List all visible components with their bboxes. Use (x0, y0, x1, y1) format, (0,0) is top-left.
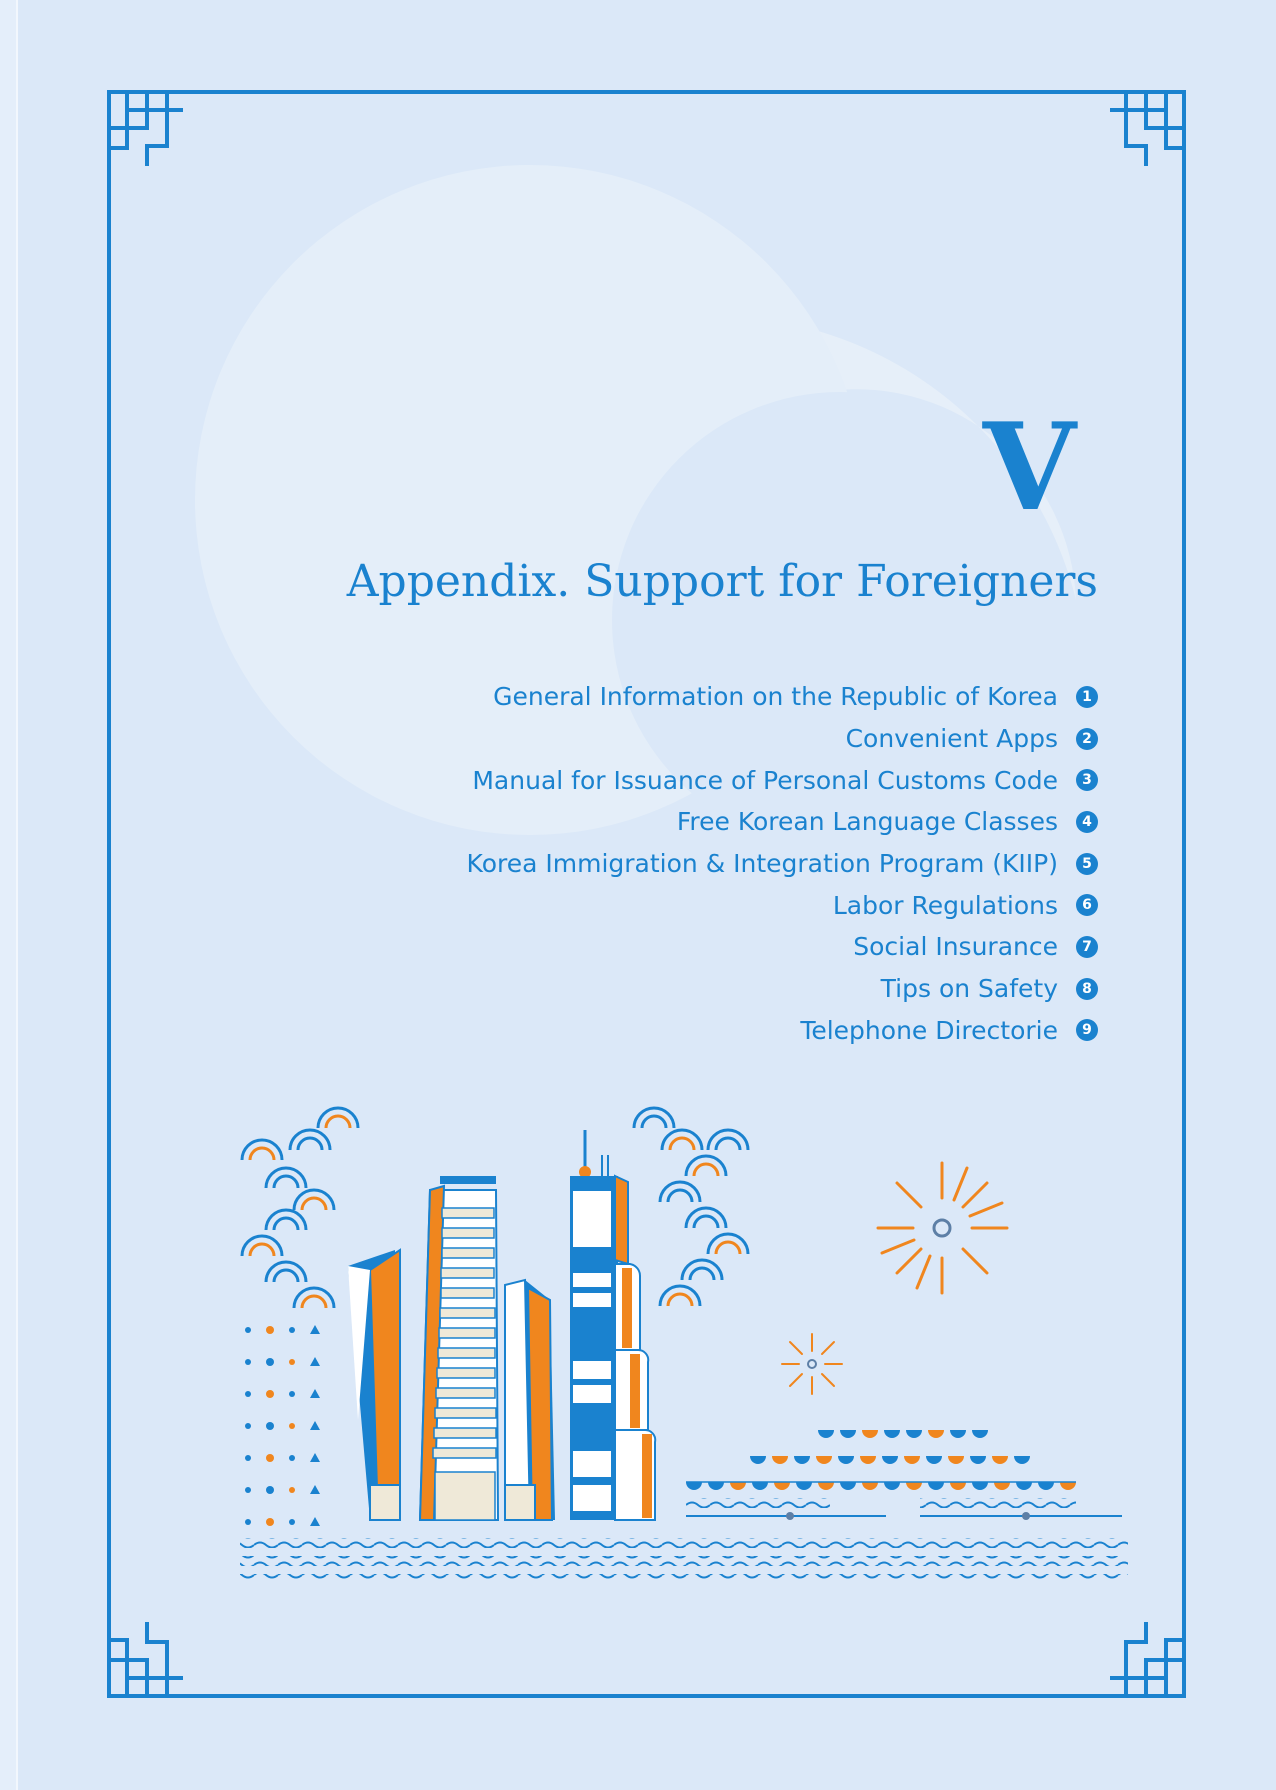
dot-pattern (245, 1325, 320, 1526)
toc-item[interactable] (467, 926, 1098, 968)
lattice-corner-icon (107, 1622, 183, 1698)
firework-small-icon (782, 1334, 842, 1394)
table-of-contents (467, 676, 1098, 1051)
chapter-title: Appendix. Support for Foreigners (346, 556, 1098, 607)
toc-item-number: 8 (1076, 978, 1098, 1000)
toc-item-number: 1 (1076, 686, 1098, 708)
toc-item-number: 2 (1076, 728, 1098, 750)
toc-item-label: Free Korean Language Classes (676, 807, 1058, 837)
firework-large-icon (878, 1163, 1007, 1293)
chapter-numeral: V (982, 397, 1076, 538)
toc-item[interactable] (467, 676, 1098, 718)
toc-item[interactable] (467, 759, 1098, 801)
toc-item-label: Labor Regulations (832, 890, 1058, 920)
toc-item-label: Telephone Directorie (800, 1015, 1058, 1045)
toc-item[interactable] (467, 1010, 1098, 1052)
toc-item[interactable] (467, 801, 1098, 843)
toc-item-number: 9 (1076, 1019, 1098, 1041)
lattice-corner-icon (107, 90, 183, 166)
building-3 (505, 1280, 555, 1520)
toc-item-number: 4 (1076, 811, 1098, 833)
toc-item-label: General Information on the Republic of Korea (493, 682, 1058, 712)
building-4 (570, 1130, 655, 1520)
toc-item-number: 3 (1076, 769, 1098, 791)
lattice-corner-icon (1110, 90, 1186, 166)
cloud-arcs-right (634, 1108, 748, 1306)
lattice-corner-icon (1110, 1622, 1186, 1698)
toc-item[interactable] (467, 718, 1098, 760)
toc-item-label: Social Insurance (853, 932, 1058, 962)
toc-item-label: Manual for Issuance of Personal Customs Code (472, 765, 1058, 795)
toc-item-number: 5 (1076, 853, 1098, 875)
toc-item[interactable] (467, 884, 1098, 926)
toc-item-label: Convenient Apps (845, 724, 1058, 754)
water-waves (240, 1538, 1128, 1580)
building-1 (348, 1250, 400, 1520)
city-skyline-illustration (230, 1100, 1130, 1580)
toc-item[interactable] (467, 968, 1098, 1010)
toc-item-number: 7 (1076, 936, 1098, 958)
scallop-bridge (686, 1430, 1122, 1520)
toc-item-number: 6 (1076, 894, 1098, 916)
cloud-arcs-left (242, 1108, 358, 1308)
building-2 (420, 1176, 498, 1520)
toc-item[interactable] (467, 843, 1098, 885)
toc-item-label: Korea Immigration & Integration Program (KIIP) (466, 849, 1058, 879)
toc-item-label: Tips on Safety (880, 974, 1058, 1004)
